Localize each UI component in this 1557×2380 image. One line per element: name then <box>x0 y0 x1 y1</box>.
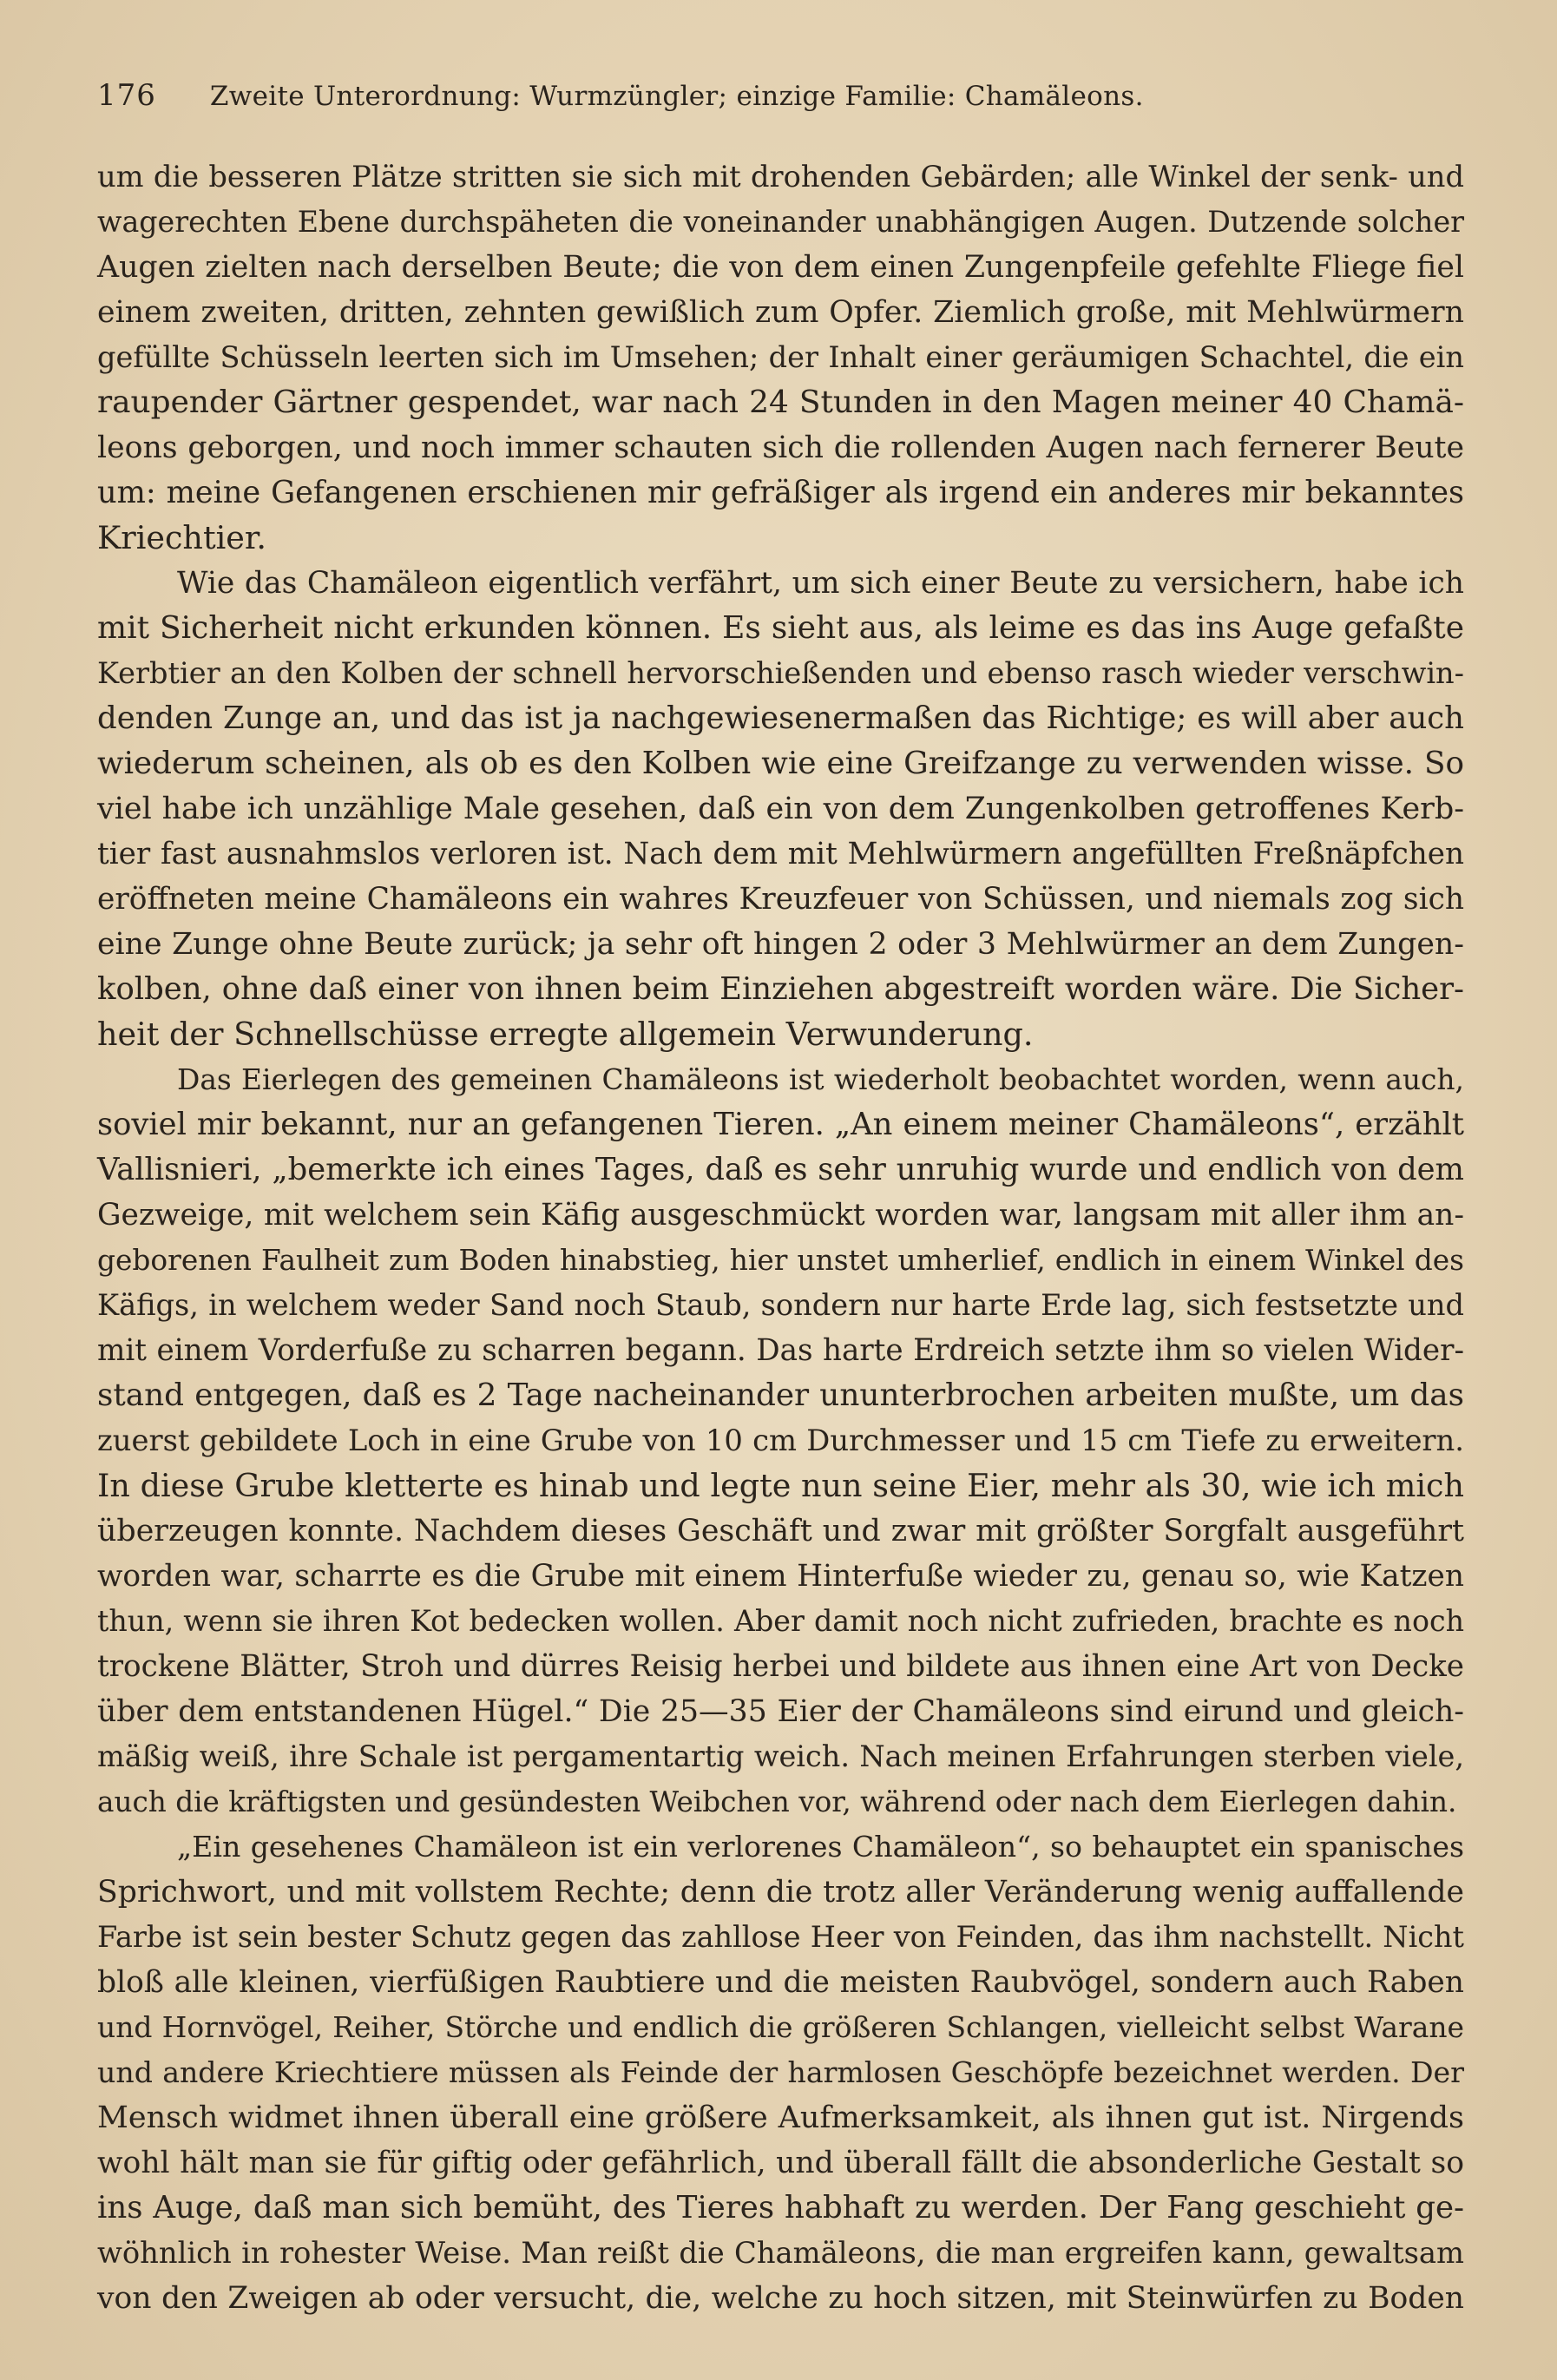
text-line: Wie das Chamäleon eigentlich verfährt, um sich einer Beute zu versichern, habe ich <box>177 566 1464 601</box>
page-header <box>97 78 1468 139</box>
text-line: viel habe ich unzählige Male gesehen, daß ein von dem Zungenkolben getroffenes Kerb- <box>97 792 1464 826</box>
text-line: um die besseren Plätze stritten sie sich mit drohenden Gebärden; alle Winkel der senk- und <box>97 160 1464 194</box>
text-line: überzeugen konnte. Nachdem dieses Geschäft und zwar mit größter Sorgfalt ausgeführt <box>97 1514 1464 1548</box>
text-line: worden war, scharrte es die Grube mit einem Hinterfuße wieder zu, genau so, wie Katzen <box>97 1559 1464 1594</box>
body-text <box>97 155 1464 2321</box>
text-line: um: meine Gefangenen erschienen mir gefräßiger als irgend ein anderes mir bekanntes <box>97 475 1464 510</box>
text-line: wagerechten Ebene durchspäheten die voneinander unabhängigen Augen. Dutzende solcher <box>97 205 1464 239</box>
text-line: denden Zunge an, und das ist ja nachgewiesenermaßen das Richtige; es will aber auch <box>97 700 1464 736</box>
text-line: eröffneten meine Chamäleons ein wahres Kreuzfeuer von Schüssen, und niemals zog sich <box>97 882 1464 917</box>
text-line: einem zweiten, dritten, zehnten gewißlich zum Opfer. Ziemlich große, mit Mehlwürmern <box>97 295 1464 330</box>
text-line: Käfigs, in welchem weder Sand noch Staub, sondern nur harte Erde lag, sich festsetzte und <box>97 1288 1464 1322</box>
running-head: Zweite Unterordnung: Wurmzüngler; einzige Familie: Chamäleons. <box>209 81 1144 112</box>
text-line: eine Zunge ohne Beute zurück; ja sehr oft hingen 2 oder 3 Mehlwürmer an dem Zungen- <box>97 927 1464 962</box>
text-line: Mensch widmet ihnen überall eine größere Aufmerksamkeit, als ihnen gut ist. Nirgends <box>97 2100 1464 2135</box>
page-number: 176 <box>97 78 156 113</box>
text-line: auch die kräftigsten und gesündesten Weibchen vor, während oder nach dem Eierlegen dahin. <box>97 1785 1457 1818</box>
text-line: von den Zweigen ab oder versucht, die, welche zu hoch sitzen, mit Steinwürfen zu Boden <box>97 2281 1464 2316</box>
text-line: Farbe ist sein bester Schutz gegen das zahllose Heer von Feinden, das ihm nachstellt. Nicht <box>97 1920 1464 1954</box>
text-line: Gezweige, mit welchem sein Käfig ausgeschmückt worden war, langsam mit aller ihm an- <box>97 1198 1464 1233</box>
text-line: wiederum scheinen, als ob es den Kolben wie eine Greifzange zu verwenden wisse. So <box>97 746 1464 781</box>
text-line: und Hornvögel, Reiher, Störche und endlich die größeren Schlangen, vielleicht selbst Warane <box>97 2010 1464 2044</box>
text-line: heit der Schnellschüsse erregte allgemein Verwunderung. <box>97 1016 1034 1053</box>
text-line: raupender Gärtner gespendet, war nach 24 Stunden in den Magen meiner 40 Chamä- <box>97 385 1464 420</box>
text-line: ins Auge, daß man sich bemüht, des Tieres habhaft zu werden. Der Fang geschieht ge- <box>97 2190 1464 2225</box>
text-line: In diese Grube kletterte es hinab und legte nun seine Eier, mehr als 30, wie ich mich <box>97 1467 1464 1504</box>
text-line: wohl hält man sie für giftig oder gefährlich, und überall fällt die absonderliche Gestalt so <box>97 2146 1464 2180</box>
text-line: wöhnlich in rohester Weise. Man reißt die Chamäleons, die man ergreifen kann, gewaltsam <box>97 2236 1464 2270</box>
text-line: stand entgegen, daß es 2 Tage nacheinander ununterbrochen arbeiten mußte, um das <box>97 1377 1464 1413</box>
text-line: Kriechtier. <box>97 519 266 556</box>
text-line: leons geborgen, und noch immer schauten sich die rollenden Augen nach fernerer Beute <box>97 431 1464 465</box>
text-line: geborenen Faulheit zum Boden hinabstieg, hier unstet umherlief, endlich in einem Winkel des <box>97 1244 1464 1277</box>
text-line: tier fast ausnahmslos verloren ist. Nach dem mit Mehlwürmern angefüllten Freßnäpfchen <box>97 837 1464 871</box>
text-line: mäßig weiß, ihre Schale ist pergamentartig weich. Nach meinen Erfahrungen sterben viele, <box>97 1739 1464 1773</box>
text-line: thun, wenn sie ihren Kot bedecken wollen. Aber damit noch nicht zufrieden, brachte es noch <box>97 1604 1464 1638</box>
text-line: „Ein gesehenes Chamäleon ist ein verlorenes Chamäleon“, so behauptet ein spanisches <box>177 1830 1464 1864</box>
text-line: mit einem Vorderfuße zu scharren begann. Das harte Erdreich setzte ihm so vielen Wider- <box>97 1333 1464 1368</box>
text-line: Augen zielten nach derselben Beute; die von dem einen Zungenpfeile gefehlte Fliege fiel <box>97 250 1464 285</box>
text-line: und andere Kriechtiere müssen als Feinde der harmlosen Geschöpfe bezeichnet werden. Der <box>97 2055 1464 2089</box>
text-line: über dem entstandenen Hügel.“ Die 25—35 Eier der Chamäleons sind eirund und gleich- <box>97 1694 1464 1729</box>
text-line: kolben, ohne daß einer von ihnen beim Einziehen abgestreift worden wäre. Die Sicher- <box>97 971 1464 1007</box>
text-line: Das Eierlegen des gemeinen Chamäleons ist wiederholt beobachtet worden, wenn auch, <box>177 1063 1464 1096</box>
text-line: Vallisnieri, „bemerkte ich eines Tages, daß es sehr unruhig wurde und endlich von dem <box>97 1152 1464 1187</box>
text-line: soviel mir bekannt, nur an gefangenen Tieren. „An einem meiner Chamäleons“, erzählt <box>97 1107 1464 1142</box>
text-line: gefüllte Schüsseln leerten sich im Umsehen; der Inhalt einer geräumigen Schachtel, die ein <box>97 340 1464 374</box>
text-line: Sprichwort, und mit vollstem Rechte; denn die trotz aller Veränderung wenig auffallende <box>97 1875 1464 1910</box>
text-line: Kerbtier an den Kolben der schnell hervorschießenden und ebenso rasch wieder verschwin- <box>97 656 1464 690</box>
text-line: mit Sicherheit nicht erkunden können. Es sieht aus, als leime es das ins Auge gefaßte <box>97 610 1464 646</box>
text-line: zuerst gebildete Loch in eine Grube von 10 cm Durchmesser und 15 cm Tiefe zu erweitern. <box>97 1423 1464 1457</box>
text-line: trockene Blätter, Stroh und dürres Reisig herbei und bildete aus ihnen eine Art von Decke <box>97 1649 1464 1684</box>
text-line: bloß alle kleinen, vierfüßigen Raubtiere und die meisten Raubvögel, sondern auch Raben <box>97 1965 1464 2000</box>
